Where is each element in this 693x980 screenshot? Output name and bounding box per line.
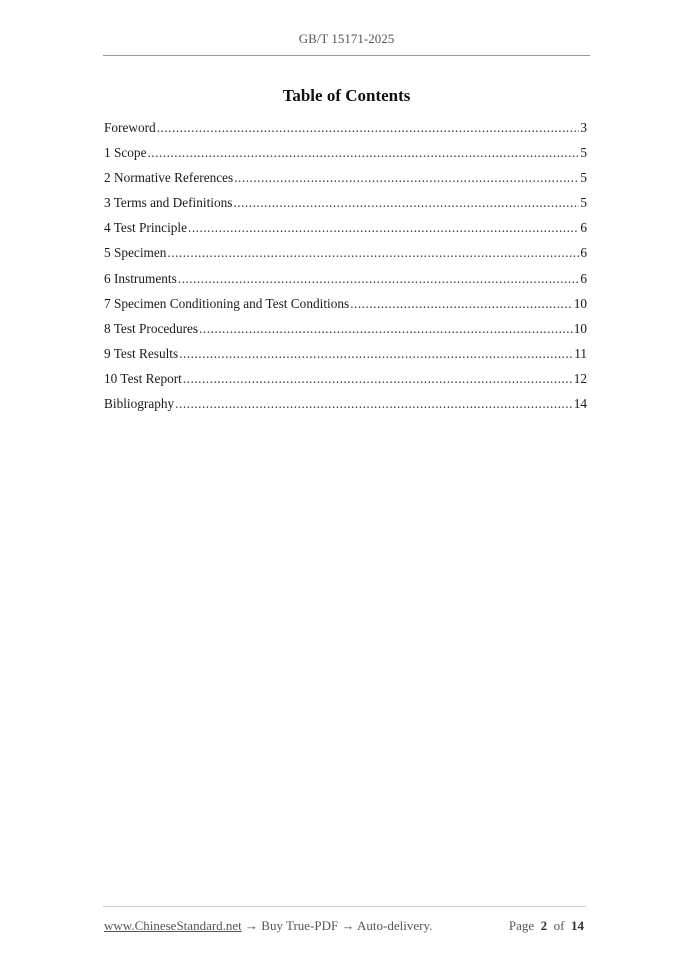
toc-entry-label: 7 Specimen Conditioning and Test Conditions bbox=[104, 295, 350, 311]
toc-entry-label: Bibliography bbox=[104, 396, 175, 412]
toc-entry-label: 6 Instruments bbox=[104, 270, 177, 286]
website-link[interactable]: www.ChineseStandard.net bbox=[104, 918, 242, 933]
toc-entry-test-procedures[interactable] bbox=[104, 321, 587, 346]
toc-entry-label: 9 Test Results bbox=[104, 345, 179, 361]
toc-entry-page: 3 bbox=[580, 120, 587, 135]
page-number bbox=[509, 918, 584, 934]
toc-entry-specimen-conditioning[interactable] bbox=[104, 296, 587, 321]
toc-entry-page: 14 bbox=[573, 396, 587, 412]
toc-entry-label: 2 Normative References bbox=[104, 170, 234, 186]
total-pages: 14 bbox=[571, 918, 584, 933]
footer-delivery-text: Auto-delivery. bbox=[357, 918, 433, 933]
toc-entry-page: 12 bbox=[573, 370, 587, 386]
dot-leader bbox=[188, 220, 579, 236]
current-page: 2 bbox=[540, 918, 548, 933]
toc-entry-label: 5 Specimen bbox=[104, 245, 167, 261]
toc-entry-bibliography[interactable] bbox=[104, 396, 587, 421]
toc-entry-terms-definitions[interactable] bbox=[104, 195, 587, 220]
toc-title: Table of Contents bbox=[282, 86, 411, 105]
toc-entry-page: 10 bbox=[573, 320, 587, 336]
dot-leader bbox=[233, 195, 579, 211]
toc-entry-label: 10 Test Report bbox=[104, 370, 182, 386]
dot-leader bbox=[179, 346, 573, 362]
toc-entry-scope[interactable] bbox=[104, 145, 587, 170]
toc-entry-page: 5 bbox=[580, 195, 587, 211]
arrow-right-icon: → bbox=[341, 918, 355, 933]
toc-entry-normative-references[interactable] bbox=[104, 170, 587, 195]
header-divider bbox=[103, 55, 590, 56]
toc-entry-page: 5 bbox=[580, 170, 587, 186]
toc-entry-page: 6 bbox=[580, 220, 587, 236]
toc-entry-instruments[interactable] bbox=[104, 271, 587, 296]
toc-entry-label: 4 Test Principle bbox=[104, 220, 188, 236]
of-label: of bbox=[553, 918, 565, 933]
toc-entry-page: 11 bbox=[574, 345, 587, 361]
toc-entry-label: 8 Test Procedures bbox=[104, 320, 199, 336]
table-of-contents bbox=[104, 120, 587, 421]
page-label: Page bbox=[508, 918, 535, 933]
toc-entry-specimen[interactable] bbox=[104, 245, 587, 270]
toc-entry-label: 1 Scope bbox=[104, 145, 147, 161]
arrow-right-icon: → bbox=[245, 918, 259, 933]
dot-leader bbox=[199, 321, 573, 337]
toc-entry-test-report[interactable] bbox=[104, 371, 587, 396]
dot-leader bbox=[178, 271, 580, 287]
toc-entry-page: 6 bbox=[580, 270, 587, 286]
document-id-header: GB/T 15171-2025 bbox=[298, 31, 395, 46]
toc-entry-test-results[interactable] bbox=[104, 346, 587, 371]
dot-leader bbox=[157, 120, 580, 136]
toc-entry-page: 6 bbox=[580, 245, 587, 261]
toc-entry-label: 3 Terms and Definitions bbox=[104, 195, 233, 211]
toc-entry-page: 10 bbox=[573, 295, 587, 311]
toc-entry-label: Foreword bbox=[104, 120, 156, 135]
toc-entry-test-principle[interactable] bbox=[104, 220, 587, 245]
footer-divider bbox=[103, 906, 586, 907]
toc-entry-foreword[interactable] bbox=[104, 120, 587, 145]
dot-leader bbox=[183, 371, 573, 387]
footer-promo bbox=[104, 918, 432, 934]
dot-leader bbox=[175, 396, 573, 412]
dot-leader bbox=[167, 245, 579, 261]
dot-leader bbox=[350, 296, 573, 312]
toc-entry-page: 5 bbox=[580, 145, 587, 161]
footer-buy-text: Buy True-PDF bbox=[261, 918, 339, 933]
dot-leader bbox=[234, 170, 579, 186]
dot-leader bbox=[147, 145, 579, 161]
